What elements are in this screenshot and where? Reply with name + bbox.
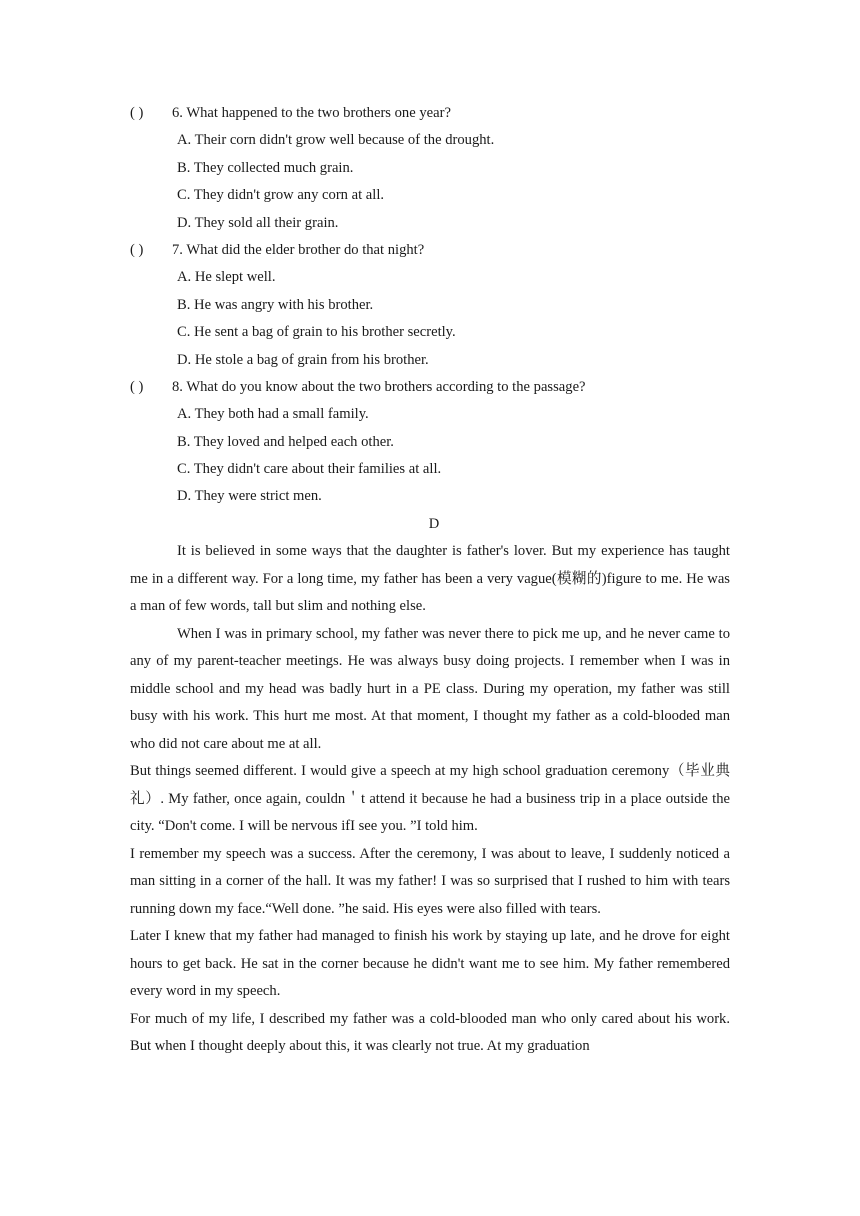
question-8 (130, 374, 730, 511)
option-d: D. They sold all their grain. (177, 214, 339, 231)
question-stem: 6. What happened to the two brothers one year? (172, 105, 451, 121)
question-stem: 8. What do you know about the two brothers according to the passage? (172, 378, 586, 395)
question-stem-row (130, 100, 730, 127)
passage-paragraph: It is believed in some ways that the daughter is father's lover. But my experience has taught me in a different way. For a long time, my father has been a very vague(模糊的)figure to me. He was a man of few words, tall but slim and nothing else. (130, 543, 730, 615)
question-stem-row (130, 237, 730, 264)
option-b: B. They collected much grain. (177, 159, 354, 176)
option-c: C. He sent a bag of grain to his brother secretly. (177, 324, 456, 341)
option-b: B. They loved and helped each other. (177, 433, 394, 450)
passage-paragraph: When I was in primary school, my father was never there to pick me up, and he never came to any of my parent-teacher meetings. He was always busy doing projects. I remember when I was in middle school and my head was badly hurt in a PE class. During my operation, my father was still busy with his work. This hurt me most. At that moment, I thought my father as a cold-blooded man who did not care about me at all. (130, 625, 730, 752)
question-6 (130, 100, 730, 237)
option-a: A. They both had a small family. (177, 406, 369, 423)
passage (130, 538, 730, 1061)
question-stem: 7. What did the elder brother do that night? (172, 241, 425, 258)
passage-paragraph: For much of my life, I described my father was a cold-blooded man who only cared about his work. But when I thought deeply about this, it was clearly not true. At my graduation (130, 1010, 730, 1055)
option-a: A. He slept well. (177, 269, 276, 286)
question-7 (130, 237, 730, 374)
option-d: D. They were strict men. (177, 488, 322, 505)
document-page (130, 100, 730, 1061)
answer-blank[interactable]: ( ) (130, 105, 144, 121)
option-c: C. They didn't care about their families at all. (177, 461, 442, 478)
section-heading: D (428, 515, 440, 532)
option-c: C. They didn't grow any corn at all. (177, 187, 385, 204)
option-a: A. Their corn didn't grow well because of the drought. (177, 132, 495, 149)
passage-paragraph: Later I knew that my father had managed to finish his work by staying up late, and he drove for eight hours to get back. He sat in the corner because he didn't want me to see him. My father remembered every word in my speech. (130, 928, 730, 1000)
question-stem-row (130, 374, 730, 401)
answer-blank[interactable]: ( ) (130, 241, 144, 258)
passage-paragraph: But things seemed different. I would give a speech at my high school graduation ceremony（毕业典礼）. My father, once again, couldn＇t attend it because he had a business trip in a place outside the city. “Don't come. I will be nervous ifI see you. ”I told him. (130, 763, 730, 835)
option-d: D. He stole a bag of grain from his brother. (177, 351, 429, 368)
answer-blank[interactable]: ( ) (130, 378, 144, 395)
option-b: B. He was angry with his brother. (177, 296, 374, 313)
passage-paragraph: I remember my speech was a success. After the ceremony, I was about to leave, I suddenly noticed a man sitting in a corner of the hall. It was my father! I was so surprised that I rushed to him with tears running down my face.“Well done. ”he said. His eyes were also filled with tears. (130, 845, 730, 917)
